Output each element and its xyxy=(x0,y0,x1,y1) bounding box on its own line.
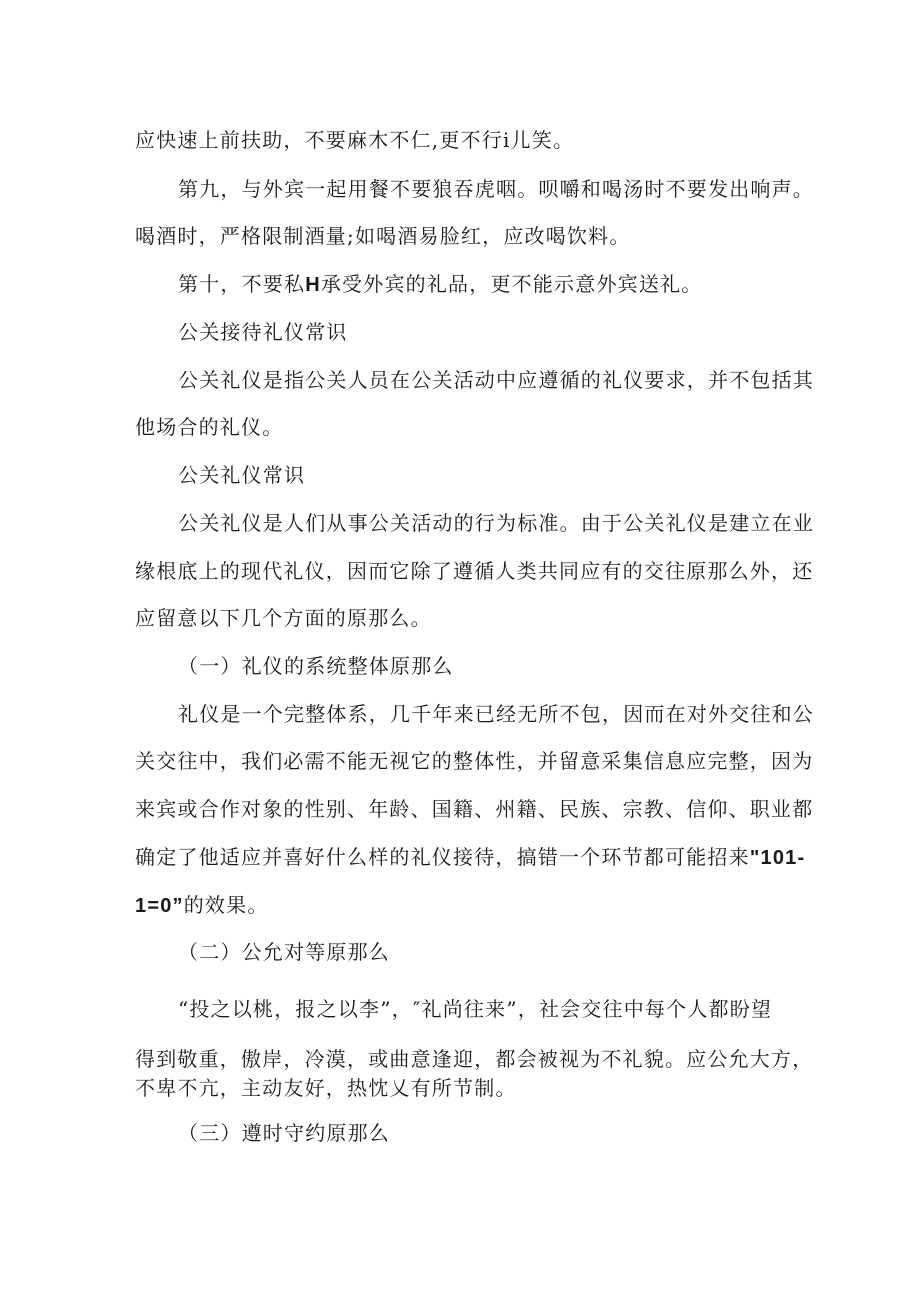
paragraph-line-7: 公关礼仪是人们从事公关活动的行为标准。由于公关礼仪是建立在业 xyxy=(178,511,814,535)
subsection-heading: （三）遵时守约原那么 xyxy=(178,1121,390,1145)
paragraph-line-15: “投之以桃，报之以李”，″礼尚往来”，社会交往中每个人都盼望 xyxy=(178,997,773,1021)
section-heading: 公关接待礼仪常识 xyxy=(178,320,348,344)
subsection-heading: （二）公允对等原那么 xyxy=(178,940,390,964)
text-segment-bold: H xyxy=(305,274,321,296)
text-segment: 第十，不要私 xyxy=(178,272,306,296)
paragraph-line-16: 得到敬重，傲岸，冷漠，或曲意逢迎，都会被视为不礼貌。应公允大方， xyxy=(135,1047,814,1071)
text-segment-bold: "101- xyxy=(749,847,806,869)
paragraph-line-17: 不卑不亢，主动友好，热忱乂有所节制。 xyxy=(135,1076,517,1100)
paragraph-line-4 xyxy=(178,271,702,298)
paragraph-line-10: 礼仪是一个完整体系，几千年来已经无所不包，因而在对外交往和公 xyxy=(178,702,814,726)
paragraph-line-6: 他场合的礼仪。 xyxy=(135,415,284,439)
paragraph-line-8: 缘根底上的现代礼仪，因而它除了遵循人类共同应有的交往原那么外，还 xyxy=(135,559,814,583)
text-segment: 承受外宾的礼品，更不能示意外宾送礼。 xyxy=(320,272,703,296)
paragraph-line-13 xyxy=(135,844,805,871)
text-segment: 确定了他适应并喜好什么样的礼仪接待，搞错一个环节都可能招来 xyxy=(135,845,750,869)
paragraph-line-14 xyxy=(135,892,269,919)
paragraph-line-5: 公关礼仪是指公关人员在公关活动中应遵循的礼仪要求，并不包括其 xyxy=(178,368,814,392)
paragraph-line-2: 第九，与外宾一起用餐不要狼吞虎咽。呗嚼和喝汤时不要发出响声。 xyxy=(178,177,814,201)
paragraph-line-3: 喝酒时，严格限制酒量;如喝酒易脸红，应改喝饮料。 xyxy=(135,224,631,248)
text-segment-bold: 1=0” xyxy=(135,895,184,917)
subsection-heading: （一）礼仪的系统整体原那么 xyxy=(178,654,454,678)
section-heading: 公关礼仪常识 xyxy=(178,463,306,487)
text-segment: 的效果。 xyxy=(183,893,269,917)
paragraph-line-1: 应快速上前扶助，不要麻木不仁,更不行i儿笑。 xyxy=(135,128,575,152)
paragraph-line-9: 应留意以下几个方面的原那么。 xyxy=(135,606,432,630)
paragraph-line-11: 关交往中，我们必需不能无视它的整体性，并留意采集信息应完整，因为 xyxy=(135,749,814,773)
paragraph-line-12: 来宾或合作对象的性别、年龄、国籍、州籍、民族、宗教、信仰、职业都 xyxy=(135,797,814,821)
